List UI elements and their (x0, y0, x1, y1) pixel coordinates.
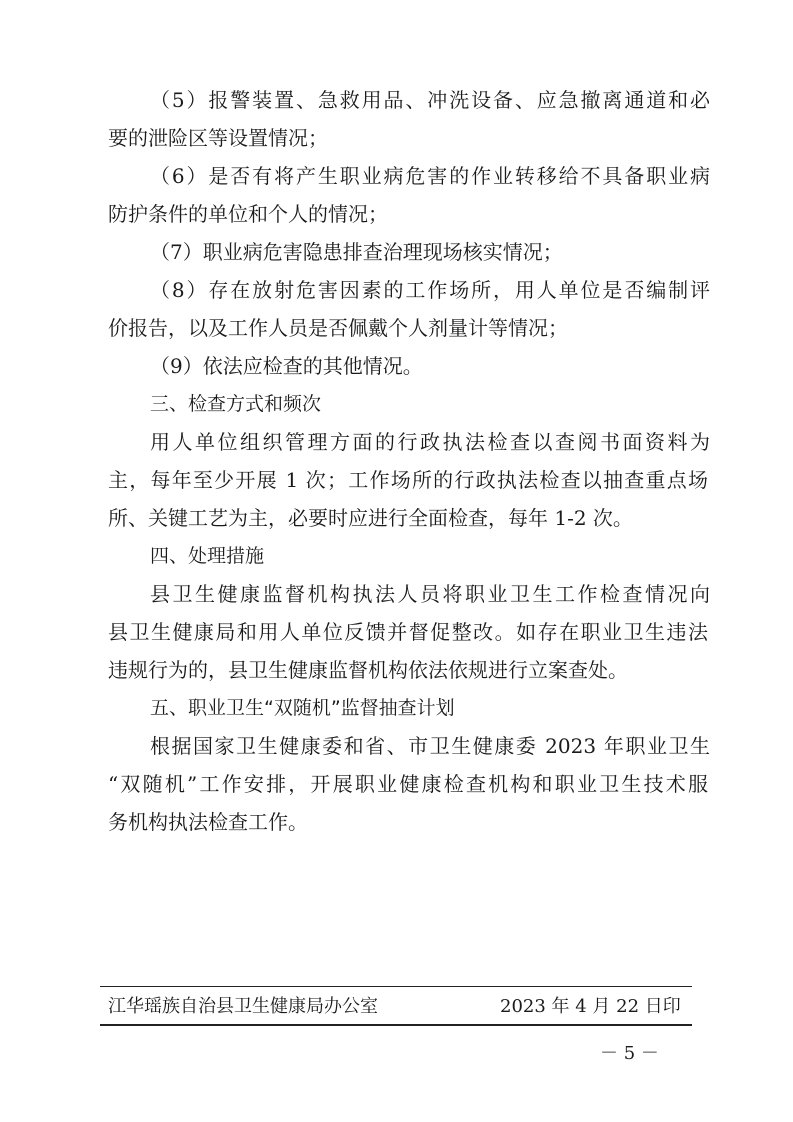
section-heading: 三、检查方式和频次 (150, 393, 322, 415)
body-line: “双随机”工作安排，开展职业健康检查机构和职业卫生技术服 (108, 772, 708, 796)
body-line: 要的泄险区等设置情况； (108, 126, 328, 150)
section-heading: 四、处理措施 (150, 545, 265, 567)
body-line: 根据国家卫生健康委和省、市卫生健康委 2023 年职业卫生 (150, 734, 710, 758)
body-line: 县卫生健康局和用人单位反馈并督促整改。如存在职业卫生违法 (108, 620, 708, 644)
page-number: － 5 － (600, 1043, 659, 1064)
body-line: 防护条件的单位和个人的情况； (108, 202, 388, 226)
section-heading: 五、职业卫生“双随机”监督抽查计划 (150, 697, 455, 719)
body-line: 务机构执法检查工作。 (108, 810, 308, 834)
footer-bottom-rule (100, 1024, 692, 1026)
body-line: 违规行为的，县卫生健康监督机构依法依规进行立案查处。 (108, 658, 628, 682)
body-line: （9）依法应检查的其他情况。 (150, 354, 423, 378)
body-line: （8）存在放射危害因素的工作场所，用人单位是否编制评 (150, 278, 710, 302)
print-date: 2023 年 4 月 22 日印 (500, 996, 681, 1017)
body-line: （6）是否有将产生职业病危害的作业转移给不具备职业病 (150, 164, 710, 188)
footer-top-rule (100, 986, 692, 987)
issuer-text: 江华瑶族自治县卫生健康局办公室 (108, 996, 378, 1017)
body-line: 用人单位组织管理方面的行政执法检查以查阅书面资料为 (150, 430, 710, 454)
body-line: （5）报警装置、急救用品、冲洗设备、应急撤离通道和必 (150, 88, 710, 112)
body-line: 县卫生健康监督机构执法人员将职业卫生工作检查情况向 (150, 582, 710, 606)
body-line: 价报告，以及工作人员是否佩戴个人剂量计等情况； (108, 316, 568, 340)
body-line: 主，每年至少开展 1 次；工作场所的行政执法检查以抽查重点场 (108, 468, 708, 492)
body-line: （7）职业病危害隐患排查治理现场核实情况； (150, 240, 563, 264)
body-line: 所、关键工艺为主，必要时应进行全面检查，每年 1-2 次。 (108, 506, 633, 530)
